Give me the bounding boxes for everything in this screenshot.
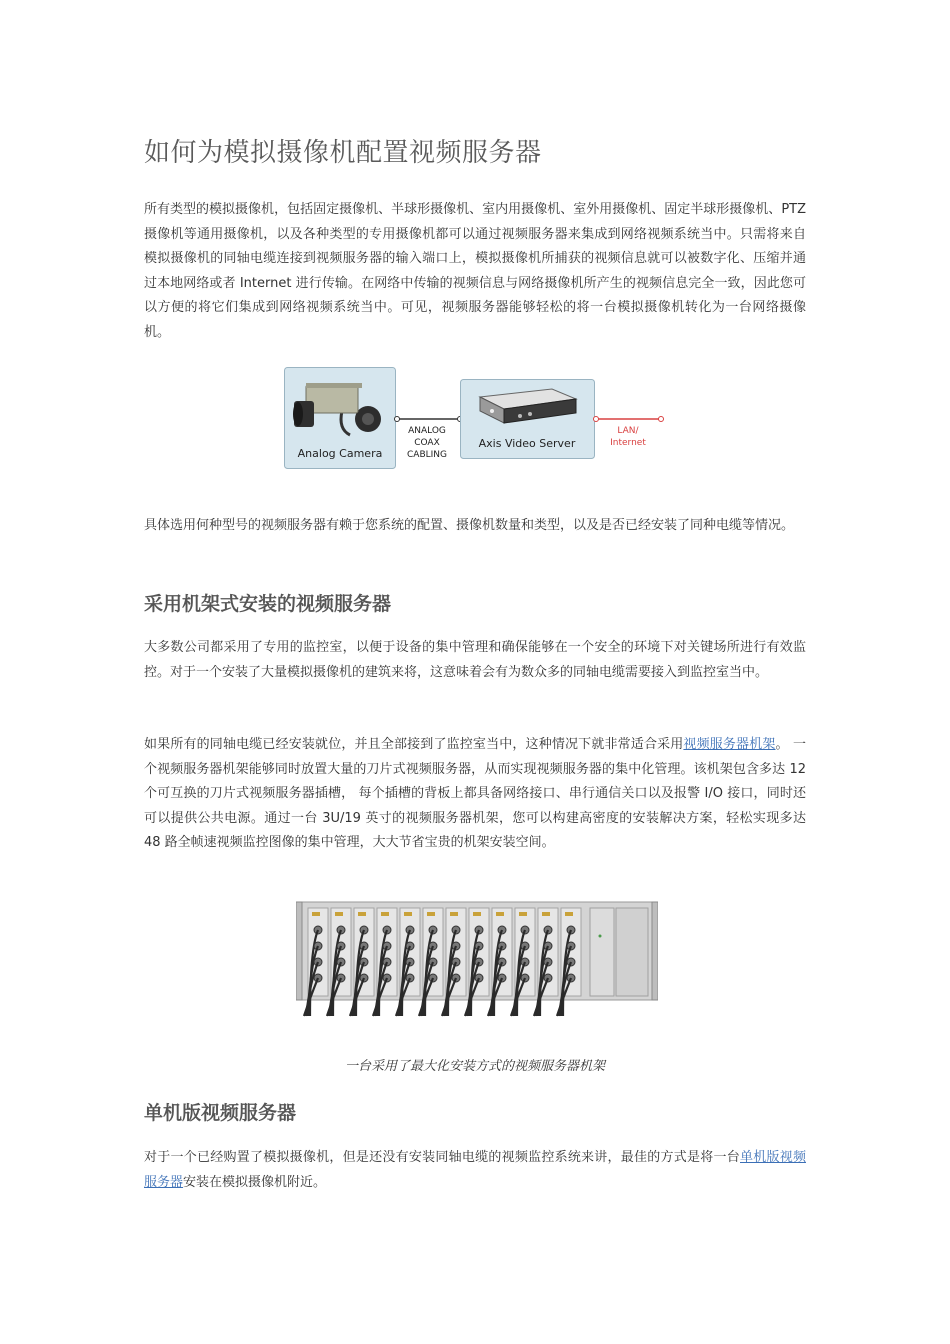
rack-power-module [616,908,648,996]
video-server-rack-link[interactable]: 视频服务器机架 [683,737,776,752]
camera-server-diagram [284,367,668,473]
cable-label-line-1: ANALOG [408,426,446,436]
video-server-rack-image [296,900,658,1018]
standalone-paragraph [144,1146,806,1195]
rack-intro-paragraph: 大多数公司都采用了专用的监控室，以便于设备的集中管理和确保能够在一个安全的环境下对关键场所进行有效监控。对于一个安装了大量模拟摄像机的建筑来将，这意味着会有为数众多的同轴电缆需要接入到监控室当中。 [144,640,806,680]
rack-caption: 一台采用了最大化安装方式的视频服务器机架 [344,1059,605,1074]
standalone-text-1: 对于一个已经购置了模拟摄像机，但是还没有安装同轴电缆的视频监控系统来讲，最佳的方式是将一台 [144,1150,740,1165]
cable-label-line-3: CABLING [407,450,447,460]
rack-ear-right [652,902,658,1000]
lan-endpoint [659,417,664,422]
status-led [599,935,602,938]
lan-label-line-2: Internet [610,438,646,448]
rack-detail-text-2: 。 一个视频服务器机架能够同时放置大量的刀片式视频服务器，从而实现视频服务器的集中化管理。该机架包含多达 12 个可互换的刀片式视频服务器插槽， 每个插槽的背板上都具备网络接口、串行通信关口以及报警 I/O 接口，同时还可以提供公共电源。通过一台 3U/19 英寸的视频服务器机架，您可以构建高密度的安装解决方案，轻松实现多达 48 路全帧速视频监控图像的集中管理，大大节省宝贵的机架安装空间。 [144,737,806,850]
lan-endpoint [594,417,599,422]
rack-detail-text-1: 如果所有的同轴电缆已经安装就位，并且全部接到了监控室当中，这种情况下就非常适合采用 [144,737,684,752]
standalone-text-2: 安装在模拟摄像机附近。 [183,1174,327,1190]
selection-paragraph: 具体选用何种型号的视频服务器有赖于您系统的配置、摄像机数量和类型，以及是否已经安装了同种电缆等情况。 [144,518,795,533]
lan-label-line-1: LAN/ [617,426,639,436]
server-label: Axis Video Server [478,437,576,450]
section-heading-standalone: 单机版视频服务器 [144,1102,297,1124]
rack-detail-paragraph [144,733,806,856]
section-heading-rack: 采用机架式安装的视频服务器 [144,593,392,615]
rack-ear-left [296,902,302,1000]
standalone-video-server-link[interactable]: 单机版视频服务器 [144,1150,806,1190]
page-title: 如何为模拟摄像机配置视频服务器 [144,138,542,168]
cable-endpoint [395,417,400,422]
intro-paragraph: 所有类型的模拟摄像机，包括固定摄像机、半球形摄像机、室内用摄像机、室外用摄像机、固定半球形摄像机、PTZ 摄像机等通用摄像机，以及各种类型的专用摄像机都可以通过视频服务器来集成到网络视频系统当中。只需将来自模拟摄像机的同轴电缆连接到视频服务器的输入端口上，模拟摄像机所捕获的视频信息就可以被数字化、压缩并通过本地网络或者 Internet 进行传输。在网络中传输的视频信息与网络摄像机所产生的视频信息完全一致，因此您可以方便的将它们集成到网络视频系统当中。可见，视频服务器能够轻松的将一台模拟摄像机转化为一台网络摄像机。 [144,202,806,340]
cable-label-line-2: COAX [414,438,440,448]
rack-control-module [590,908,614,996]
camera-label: Analog Camera [297,447,383,460]
